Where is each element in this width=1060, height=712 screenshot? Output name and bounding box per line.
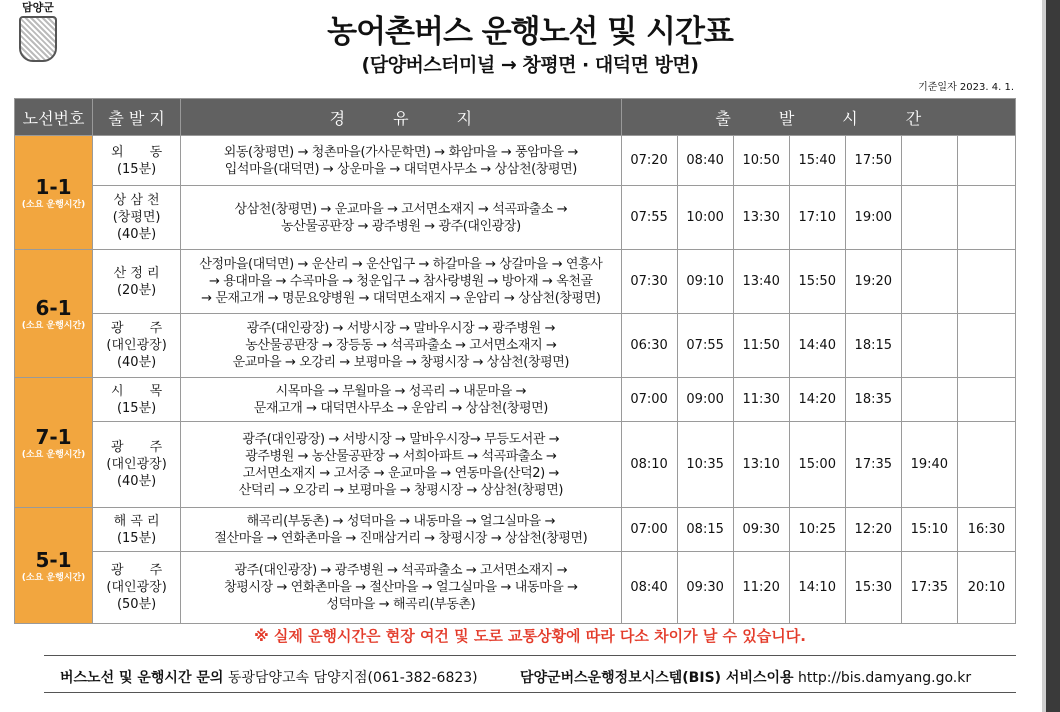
departure-time-cell: 10:00 <box>677 186 733 250</box>
table-row <box>15 508 1016 552</box>
bis-info <box>520 667 971 687</box>
table-row <box>15 422 1016 508</box>
table-row <box>15 552 1016 624</box>
origin-line: (대인광장) <box>106 338 167 353</box>
origin-line: 시 목 <box>111 383 163 399</box>
departure-time-cell: 17:35 <box>901 552 957 624</box>
origin-line: 광 주 <box>111 440 163 455</box>
departure-time-cell: 19:20 <box>845 250 901 314</box>
departure-time-cell: 07:00 <box>621 508 677 552</box>
via-line: 문재고개 → 대덕면사무소 → 운암리 → 상삼천(창평면) <box>253 400 548 416</box>
origin-cell <box>93 552 181 624</box>
via-line: 해곡리(부동촌) → 성덕마을 → 내동마을 → 얼그실마을 → <box>246 513 556 529</box>
via-cell <box>181 552 621 624</box>
origin-cell <box>93 250 181 314</box>
contact-info <box>60 667 478 687</box>
logo-text: 담양군 <box>22 1 54 14</box>
via-line: 광주(대인광장) → 광주병원 → 석곡파출소 → 고서면소재지 → <box>234 563 568 578</box>
origin-line: (15분) <box>116 530 157 546</box>
departure-time-cell: 16:30 <box>957 508 1015 552</box>
via-line: 농산물공판장 → 장등동 → 석곡파출소 → 고서면소재지 → <box>245 338 557 353</box>
table-header-row <box>15 99 1016 136</box>
departure-time-cell: 15:10 <box>901 508 957 552</box>
origin-line: (15분) <box>116 161 157 177</box>
base-date: 기준일자 2023. 4. 1. <box>918 82 1014 93</box>
departure-time-cell <box>901 186 957 250</box>
route-number-cell <box>15 136 93 250</box>
departure-time-cell: 18:35 <box>845 378 901 422</box>
origin-line: 광 주 <box>111 321 163 336</box>
origin-line: 해 곡 리 <box>113 513 160 529</box>
bis-url[interactable]: http://bis.damyang.go.kr <box>798 670 972 686</box>
route-number: 7-1 <box>35 424 72 449</box>
route-number-cell <box>15 250 93 378</box>
departure-time-cell: 17:50 <box>845 136 901 186</box>
divider <box>44 655 1016 656</box>
route-duration-label: (소요 운행시간) <box>21 320 86 331</box>
via-line: 광주(대인광장) → 서방시장 → 말바우시장 → 광주병원 → <box>246 321 556 336</box>
via-cell <box>181 136 621 186</box>
origin-cell <box>93 378 181 422</box>
contact-value: 동광담양고속 담양지점(061-382-6823) <box>227 670 478 686</box>
origin-line: (대인광장) <box>106 580 167 595</box>
departure-time-cell <box>957 186 1015 250</box>
departure-time-cell: 10:25 <box>789 508 845 552</box>
page-subtitle: (담양버스터미널 → 창평면 · 대덕면 방면) <box>361 54 699 76</box>
departure-time-cell: 11:30 <box>733 378 789 422</box>
via-line: 시목마을 → 무월마을 → 성곡리 → 내문마을 → <box>275 383 527 399</box>
departure-time-cell: 09:30 <box>733 508 789 552</box>
origin-line: (40분) <box>116 474 157 489</box>
departure-time-cell: 15:30 <box>845 552 901 624</box>
route-number: 1-1 <box>35 174 72 199</box>
departure-time-cell: 09:10 <box>677 250 733 314</box>
route-number: 5-1 <box>35 547 72 572</box>
departure-time-cell <box>901 314 957 378</box>
departure-time-cell: 19:00 <box>845 186 901 250</box>
page-title: 농어촌버스 운행노선 및 시간표 <box>327 14 733 50</box>
departure-time-cell <box>957 422 1015 508</box>
notice-text: ※ 실제 운행시간은 현장 여건 및 도로 교통상황에 따라 다소 차이가 날 수 있습니다. <box>254 627 806 645</box>
departure-time-cell: 06:30 <box>621 314 677 378</box>
departure-time-cell <box>957 378 1015 422</box>
departure-time-cell: 14:40 <box>789 314 845 378</box>
via-cell <box>181 508 621 552</box>
departure-time-cell: 07:20 <box>621 136 677 186</box>
departure-time-cell: 17:10 <box>789 186 845 250</box>
departure-time-cell: 08:10 <box>621 422 677 508</box>
origin-line: (50분) <box>116 597 157 612</box>
origin-cell <box>93 186 181 250</box>
origin-cell <box>93 314 181 378</box>
via-line: 농산물공판장 → 광주병원 → 광주(대인광장) <box>280 218 521 234</box>
header-origin: 출 발 지 <box>93 99 181 136</box>
route-number-cell <box>15 508 93 624</box>
departure-time-cell: 13:30 <box>733 186 789 250</box>
via-line: 성덕마을 → 해곡리(부동촌) <box>326 597 476 612</box>
table-row <box>15 136 1016 186</box>
departure-time-cell: 08:40 <box>621 552 677 624</box>
origin-line: (대인광장) <box>106 457 167 472</box>
departure-time-cell: 15:40 <box>789 136 845 186</box>
departure-time-cell: 07:30 <box>621 250 677 314</box>
departure-time-cell: 11:20 <box>733 552 789 624</box>
departure-time-cell: 07:00 <box>621 378 677 422</box>
departure-time-cell: 15:00 <box>789 422 845 508</box>
departure-time-cell: 08:15 <box>677 508 733 552</box>
via-line: 창평시장 → 연화촌마을 → 절산마을 → 얼그실마을 → 내동마을 → <box>224 580 578 595</box>
origin-line: 광 주 <box>111 563 163 578</box>
via-cell <box>181 314 621 378</box>
departure-time-cell: 13:40 <box>733 250 789 314</box>
via-cell <box>181 186 621 250</box>
origin-line: (15분) <box>116 400 157 416</box>
route-number: 6-1 <box>35 295 72 320</box>
timetable <box>14 98 1016 624</box>
origin-line: (40분) <box>116 355 157 370</box>
departure-time-cell: 19:40 <box>901 422 957 508</box>
departure-time-cell <box>957 250 1015 314</box>
origin-line: 산 정 리 <box>113 265 160 281</box>
contact-label: 버스노선 및 운행시간 문의 <box>60 670 224 686</box>
page-edge-bar <box>1046 0 1060 712</box>
via-line: → 용대마을 → 수곡마을 → 청운입구 → 참사랑병원 → 방아재 → 옥천골 <box>209 274 593 289</box>
origin-line: 외 동 <box>111 144 163 160</box>
via-line: 외동(창평면) → 청촌마을(가사문학면) → 화암마을 → 풍암마을 → <box>223 144 578 160</box>
via-line: 입석마을(대덕면) → 상운마을 → 대덕면사무소 → 상삼천(창평면) <box>224 161 577 177</box>
via-line: 운교마을 → 오강리 → 보평마을 → 창평시장 → 상삼천(창평면) <box>232 355 570 370</box>
via-cell <box>181 422 621 508</box>
departure-time-cell: 10:35 <box>677 422 733 508</box>
table-row <box>15 378 1016 422</box>
via-cell <box>181 250 621 314</box>
header-route: 노선번호 <box>15 99 93 136</box>
departure-time-cell: 11:50 <box>733 314 789 378</box>
origin-line: (창평면) <box>112 210 161 225</box>
origin-cell <box>93 136 181 186</box>
via-line: 상삼천(창평면) → 운교마을 → 고서면소재지 → 석곡파출소 → <box>234 201 568 217</box>
origin-cell <box>93 422 181 508</box>
departure-time-cell: 07:55 <box>677 314 733 378</box>
route-duration-label: (소요 운행시간) <box>21 199 86 210</box>
table-row <box>15 250 1016 314</box>
via-line: → 문재고개 → 명문요양병원 → 대덕면소재지 → 운암리 → 상삼천(창평면) <box>201 291 601 306</box>
table-row <box>15 314 1016 378</box>
departure-time-cell <box>957 136 1015 186</box>
via-line: 광주(대인광장) → 서방시장 → 말바우시장→ 무등도서관 → <box>242 431 560 447</box>
header-times: 출 발 시 간 <box>621 99 1015 136</box>
bis-label: 담양군버스운행정보시스템(BIS) 서비스이용 <box>520 670 794 686</box>
header-via: 경 유 지 <box>181 99 621 136</box>
via-line: 절산마을 → 연화촌마을 → 진매삼거리 → 창평시장 → 상삼천(창평면) <box>214 530 588 546</box>
departure-time-cell <box>901 136 957 186</box>
origin-line: (20분) <box>116 282 157 298</box>
departure-time-cell: 09:00 <box>677 378 733 422</box>
via-line: 산정마을(대덕면) → 운산리 → 운산입구 → 하갈마을 → 상갈마을 → 연흥사 <box>199 257 603 272</box>
departure-time-cell: 13:10 <box>733 422 789 508</box>
departure-time-cell: 14:10 <box>789 552 845 624</box>
departure-time-cell: 18:15 <box>845 314 901 378</box>
origin-line: 상 삼 천 <box>113 193 160 208</box>
departure-time-cell: 12:20 <box>845 508 901 552</box>
via-cell <box>181 378 621 422</box>
table-row <box>15 186 1016 250</box>
departure-time-cell: 14:20 <box>789 378 845 422</box>
via-line: 광주병원 → 농산물공판장 → 서희아파트 → 석곡파출소 → <box>245 448 557 464</box>
via-line: 산덕리 → 오강리 → 보평마을 → 창평시장 → 상삼천(창평면) <box>238 482 564 498</box>
departure-time-cell: 09:30 <box>677 552 733 624</box>
origin-cell <box>93 508 181 552</box>
route-duration-label: (소요 운행시간) <box>21 572 86 583</box>
route-number-cell <box>15 378 93 508</box>
departure-time-cell <box>957 314 1015 378</box>
departure-time-cell <box>901 250 957 314</box>
departure-time-cell: 20:10 <box>957 552 1015 624</box>
departure-time-cell <box>901 378 957 422</box>
origin-line: (40분) <box>116 227 157 242</box>
divider <box>44 692 1016 693</box>
departure-time-cell: 15:50 <box>789 250 845 314</box>
departure-time-cell: 10:50 <box>733 136 789 186</box>
route-duration-label: (소요 운행시간) <box>21 449 86 460</box>
departure-time-cell: 08:40 <box>677 136 733 186</box>
departure-time-cell: 17:35 <box>845 422 901 508</box>
via-line: 고서면소재지 → 고서중 → 운교마을 → 연동마을(산덕2) → <box>242 465 560 481</box>
departure-time-cell: 07:55 <box>621 186 677 250</box>
